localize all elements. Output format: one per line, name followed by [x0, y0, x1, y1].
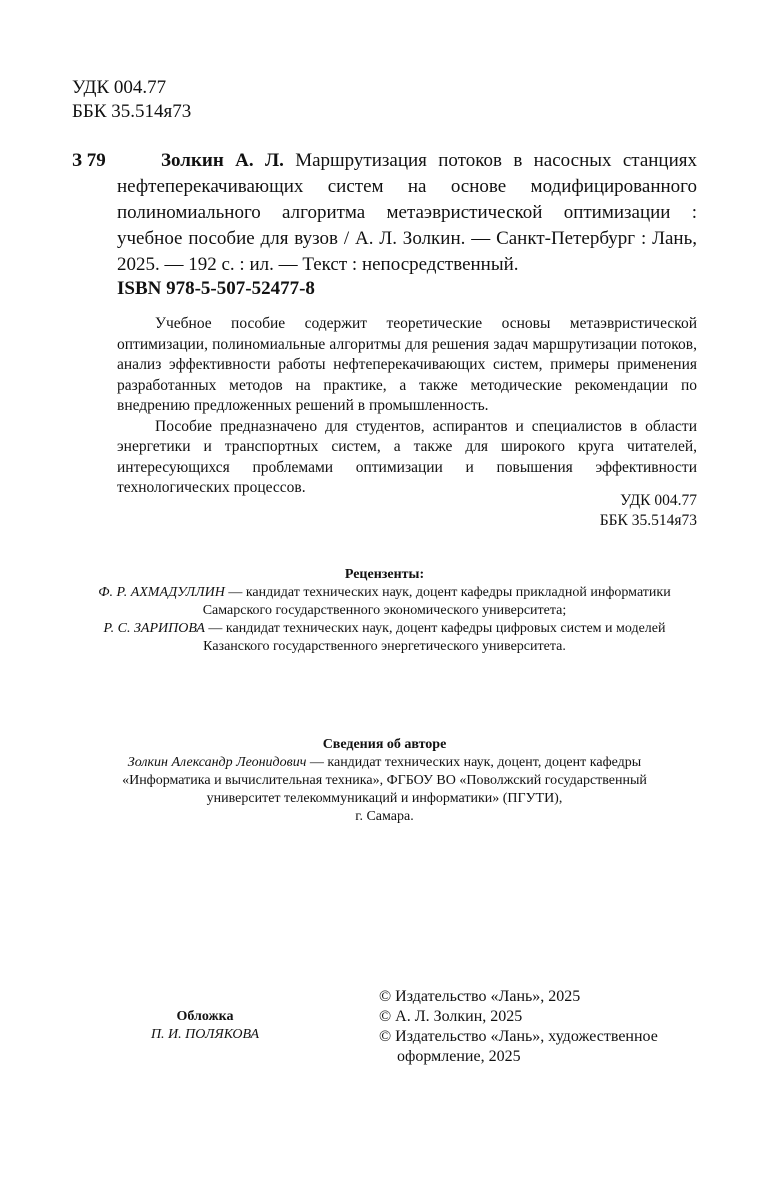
author-info-line-2: «Информатика и вычислительная техника», ФГБОУ ВО «Поволжский государственный — [122, 773, 647, 788]
author-info-block — [0, 736, 769, 826]
reviewer-1-name: Ф. Р. АХМАДУЛЛИН — [98, 585, 225, 600]
author-info-line-4: г. Самара. — [355, 809, 414, 824]
author-full-name: Золкин Александр Леонидович — [127, 755, 307, 770]
author-name: Золкин А. Л. — [161, 150, 284, 171]
cover-artist: П. И. ПОЛЯКОВА — [150, 1027, 260, 1042]
cover-credit — [140, 1008, 270, 1044]
reviewers-title: Рецензенты: — [344, 567, 425, 582]
reviewer-2-org: Казанского государственного энергетического университета. — [203, 639, 566, 654]
classification-footer — [600, 491, 697, 531]
classification-header — [72, 76, 191, 124]
copyright-line-3: © Издательство «Лань», художественное — [379, 1028, 658, 1045]
author-info-line-3: университет телекоммуникаций и информатики» (ПГУТИ), — [206, 791, 563, 806]
reviewer-2-desc: — кандидат технических наук, доцент кафедры цифровых систем и моделей — [204, 621, 666, 636]
reviewers-block — [0, 566, 769, 656]
abstract — [117, 314, 697, 499]
copyright-line-1: © Издательство «Лань», 2025 — [379, 988, 581, 1005]
udk-code-bottom: УДК 004.77 — [620, 492, 697, 509]
reviewer-1-desc: — кандидат технических наук, доцент кафедры прикладной информатики — [224, 585, 671, 600]
abstract-paragraph-1: Учебное пособие содержит теоретические основы метаэвристической оптимизации, полиномиальные алгоритмы для решения задач маршрутизации потоков, анализ эффективности работы нефтеперекачивающих систем, примеры применения разработанных методов на практике, а также методические рекомендации по внедрению предложенных решений в промышленность. — [117, 315, 697, 414]
reviewer-1-org: Самарского государственного экономического университета; — [202, 603, 567, 618]
reviewer-2-name: Р. С. ЗАРИПОВА — [103, 621, 205, 636]
copyright-line-2: © А. Л. Золкин, 2025 — [379, 1008, 523, 1025]
book-description: Маршрутизация потоков в насосных станциях нефтеперекачивающих систем на основе модифицированного полиномиального алгоритма метаэвристической оптимизации : учебное пособие для вузов / А. Л. Золкин. — Санкт-Петербург : Лань, 2025. — 192 с. : ил. — Текст : непосредственный. — [117, 150, 698, 275]
isbn: ISBN 978-5-507-52477-8 — [117, 278, 315, 299]
udk-code: УДК 004.77 — [72, 77, 167, 98]
abstract-paragraph-2: Пособие предназначено для студентов, аспирантов и специалистов в области энергетики и транспортных систем, а также для широкого круга читателей, интересующихся проблемами оптимизации и повышения эффективности технологических процессов. — [117, 417, 697, 496]
author-info-title: Сведения об авторе — [322, 737, 447, 752]
author-info-line-1: — кандидат технических наук, доцент, доцент кафедры — [306, 755, 642, 770]
copyright-line-3-continued: оформление, 2025 — [397, 1048, 521, 1065]
copyright-block — [379, 987, 709, 1067]
author-mark: З 79 — [72, 150, 106, 171]
bbk-code: ББК 35.514я73 — [72, 101, 192, 122]
cover-title: Обложка — [176, 1009, 234, 1024]
bbk-code-bottom: ББК 35.514я73 — [599, 512, 697, 529]
bibliographic-record — [117, 148, 697, 278]
